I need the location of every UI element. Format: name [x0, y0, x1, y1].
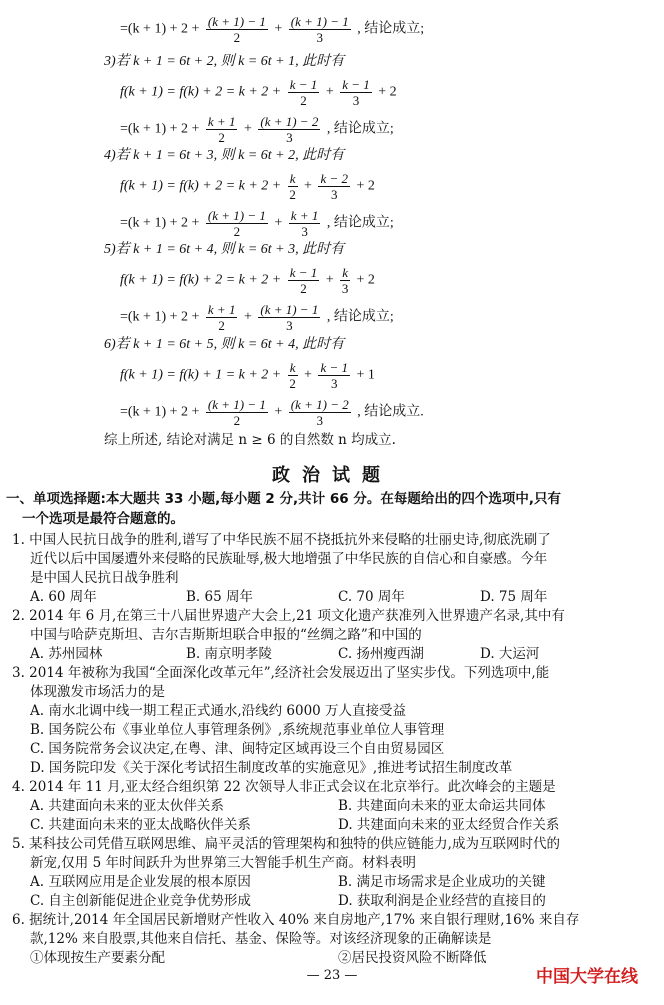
q5-option-d: D. 获取利润是企业经营的直接目的: [338, 893, 546, 909]
q3-stem-2: 体现激发市场活力的是: [30, 684, 165, 700]
q3-option-d: D. 国务院印发《关于深化考试招生制度改革的实施意见》,推进考试招生制度改革: [30, 760, 513, 776]
q3-option-a: A. 南水北调中线一期工程正式通水,沿线约 6000 万人直接受益: [30, 703, 407, 719]
q5-option-a: A. 互联网应用是企业发展的根本原因: [30, 874, 251, 890]
q2-stem-1: 2. 2014 年 6 月,在第三十八届世界遗产大会上,21 项文化遗产获准列入世界遗产名录,其中有: [12, 608, 565, 624]
q6-statement-2: ②居民投资风险不断降低: [338, 950, 487, 966]
q3-option-c: C. 国务院常务会议决定,在粤、津、闽特定区域再设三个自由贸易园区: [30, 741, 445, 757]
case-6-heading: 6)若 k + 1 = 6t + 5, 则 k = 6t + 4, 此时有: [104, 337, 345, 352]
q6-stem-1: 6. 据统计,2014 年全国居民新增财产性收入 40% 来自房地产,17% 来自银行理财,16% 来自存: [12, 912, 580, 928]
q1-option-a: A. 60 周年: [30, 589, 97, 605]
q1-option-d: D. 75 周年: [480, 589, 548, 605]
case-6-eq-a: f(k + 1) = f(k) + 1 = k + 2 + $\frac{k}{2}$ + $\frac{k - 1}{3}$ + 1: [120, 360, 375, 391]
q1-stem-2: 近代以后中国屡遭外来侵略的民族耻辱,极大地增强了中华民族的自信心和自豪感。今年: [30, 551, 548, 567]
instructions-line-1: 一、单项选择题:本大题共 33 小题,每小题 2 分,共计 66 分。在每题给出的四个选项中,只有: [6, 491, 561, 507]
case-6-eq-b: =(k + 1) + 2 + $\frac{(k + 1) - 1}{2}$ + $\frac{(k + 1) - 2}{3}$ , 结论成立.: [120, 397, 424, 428]
case-4-eq-a: f(k + 1) = f(k) + 2 = k + 2 + $\frac{k}{2}$ + $\frac{k - 2}{3}$ + 2: [120, 171, 375, 202]
q1-option-c: C. 70 周年: [338, 589, 405, 605]
instructions-line-2: 一个选项是最符合题意的。: [22, 511, 184, 527]
q6-statement-1: ①体现按生产要素分配: [30, 950, 165, 966]
q4-option-c: C. 共建面向未来的亚太战略伙伴关系: [30, 817, 251, 833]
q1-stem-3: 是中国人民抗日战争胜利: [30, 570, 179, 586]
q5-option-b: B. 满足市场需求是企业成功的关键: [338, 874, 546, 890]
page-number: — 23 —: [306, 968, 358, 983]
watermark-logo: 中国大学在线: [536, 967, 638, 987]
case-3-eq-b: =(k + 1) + 2 + $\frac{k + 1}{2}$ + $\frac{(k + 1) - 2}{3}$ , 结论成立;: [120, 114, 394, 145]
q1-option-b: B. 65 周年: [186, 589, 253, 605]
q5-stem-2: 新宠,仅用 5 年时间跃升为世界第三大智能手机生产商。材料表明: [30, 855, 416, 871]
case-5-eq-a: f(k + 1) = f(k) + 2 = k + 2 + $\frac{k - 1}{2}$ + $\frac{k}{3}$ + 2: [120, 265, 375, 296]
case-5-heading: 5)若 k + 1 = 6t + 4, 则 k = 6t + 3, 此时有: [104, 242, 345, 257]
q5-option-c: C. 自主创新能促进企业竞争优势形成: [30, 893, 251, 909]
q3-option-b: B. 国务院公布《事业单位人事管理条例》,系统规范事业单位人事管理: [30, 722, 445, 738]
q4-option-b: B. 共建面向未来的亚太命运共同体: [338, 798, 546, 814]
q5-stem-1: 5. 某科技公司凭借互联网思维、扁平灵活的管理架构和独特的供应链能力,成为互联网时代的: [12, 836, 560, 852]
proof-conclusion: 综上所述, 结论对满足 n ≥ 6 的自然数 n 均成立.: [104, 432, 396, 448]
q1-stem-1: 1. 中国人民抗日战争的胜利,谱写了中华民族不屈不挠抵抗外来侵略的壮丽史诗,彻底洗刷了: [12, 532, 551, 548]
q4-option-a: A. 共建面向未来的亚太伙伴关系: [30, 798, 224, 814]
q2-option-b: B. 南京明孝陵: [186, 646, 273, 662]
q6-stem-2: 款,12% 来自股票,其他来自信托、基金、保险等。对该经济现象的正确解读是: [30, 931, 492, 947]
q2-option-d: D. 大运河: [480, 646, 540, 662]
q2-option-a: A. 苏州园林: [30, 646, 103, 662]
q3-stem-1: 3. 2014 年被称为我国“全面深化改革元年”,经济社会发展迈出了坚实步伐。下列选项中,能: [12, 665, 550, 681]
section-title: 政治试题: [272, 465, 392, 486]
q2-option-c: C. 扬州瘦西湖: [338, 646, 424, 662]
q4-stem-1: 4. 2014 年 11 月,亚太经合组织第 22 次领导人非正式会议在北京举行。此次峰会的主题是: [12, 779, 556, 795]
q4-option-d: D. 共建面向未来的亚太经贸合作关系: [338, 817, 560, 833]
case-5-eq-b: =(k + 1) + 2 + $\frac{k + 1}{2}$ + $\frac{(k + 1) - 1}{3}$ , 结论成立;: [120, 302, 394, 333]
case-3-eq-a: f(k + 1) = f(k) + 2 = k + 2 + $\frac{k - 1}{2}$ + $\frac{k - 1}{3}$ + 2: [120, 77, 397, 108]
case-3-heading: 3)若 k + 1 = 6t + 2, 则 k = 6t + 1, 此时有: [104, 54, 345, 69]
math-line-1: =(k + 1) + 2 + $\frac{(k + 1) - 1}{2}$ + $\frac{(k + 1) - 1}{3}$ , 结论成立;: [120, 14, 425, 45]
case-4-eq-b: =(k + 1) + 2 + $\frac{(k + 1) - 1}{2}$ + $\frac{k + 1}{3}$ , 结论成立;: [120, 208, 394, 239]
q2-stem-2: 中国与哈萨克斯坦、吉尔吉斯斯坦联合申报的“丝绸之路”和中国的: [30, 627, 422, 643]
case-4-heading: 4)若 k + 1 = 6t + 3, 则 k = 6t + 2, 此时有: [104, 148, 345, 163]
